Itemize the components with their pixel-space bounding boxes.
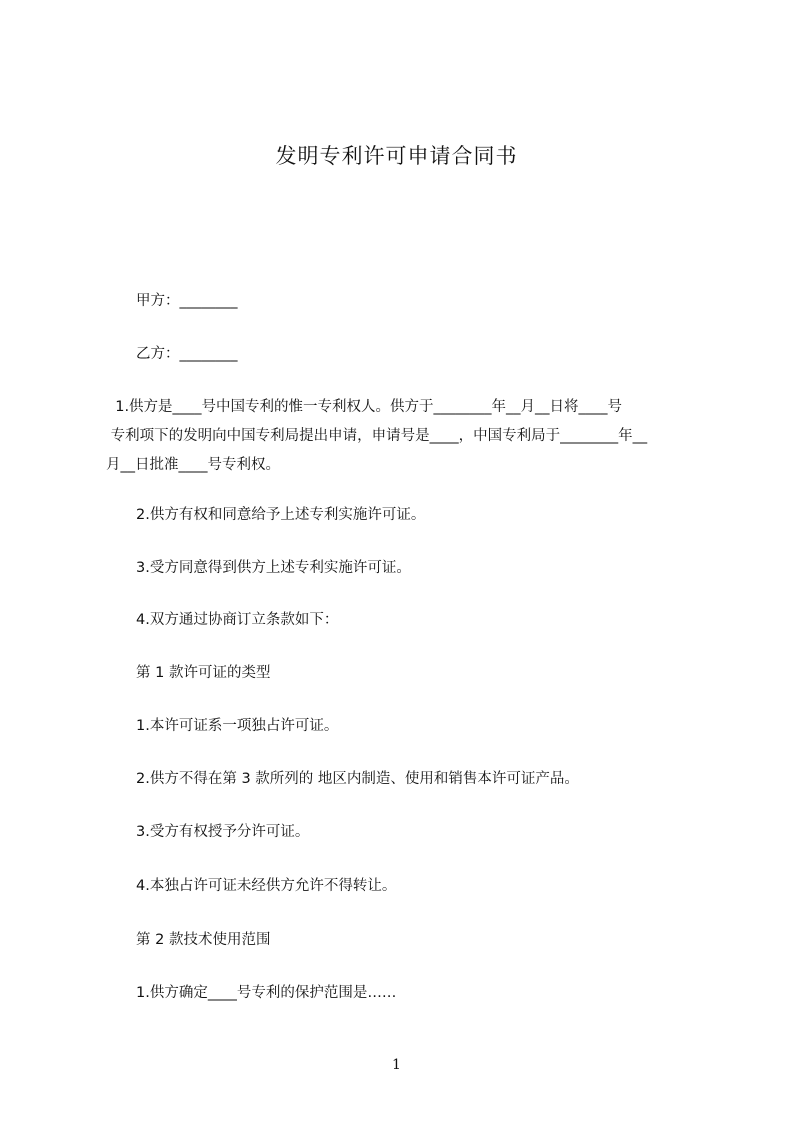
section-2-heading: 第 2 款技术使用范围 [136, 932, 271, 948]
section-1-heading: 第 1 款许可证的类型 [136, 665, 271, 681]
section-1-item-1: 1.本许可证系一项独占许可证。 [136, 718, 339, 734]
party-a-line: 甲方：________ [136, 293, 238, 309]
section-1-item-2: 2.供方不得在第 3 款所列的 地区内制造、使用和销售本许可证产品。 [136, 771, 579, 787]
section-2-item-1: 1.供方确定____号专利的保护范围是…… [136, 985, 397, 1001]
page-number: 1 [392, 1057, 401, 1073]
clause-1-line-3: 月__日批准____号专利权。 [106, 457, 280, 473]
document-title: 发明专利许可申请合同书 [275, 144, 518, 168]
clause-3: 3.受方同意得到供方上述专利实施许可证。 [136, 560, 411, 576]
clause-1-line-2: 专利项下的发明向中国专利局提出申请，申请号是____，中国专利局于________年__ [106, 428, 648, 444]
clause-1-paragraph [106, 393, 706, 480]
clause-1-line-1: 1.供方是____号中国专利的惟一专利权人。供方于________年__月__日将____号 [106, 399, 623, 415]
party-b-line: 乙方：________ [136, 346, 238, 362]
clause-4: 4.双方通过协商订立条款如下： [136, 612, 339, 628]
section-1-item-3: 3.受方有权授予分许可证。 [136, 824, 310, 840]
clause-2: 2.供方有权和同意给予上述专利实施许可证。 [136, 507, 426, 523]
section-1-item-4: 4.本独占许可证未经供方允许不得转让。 [136, 878, 397, 894]
